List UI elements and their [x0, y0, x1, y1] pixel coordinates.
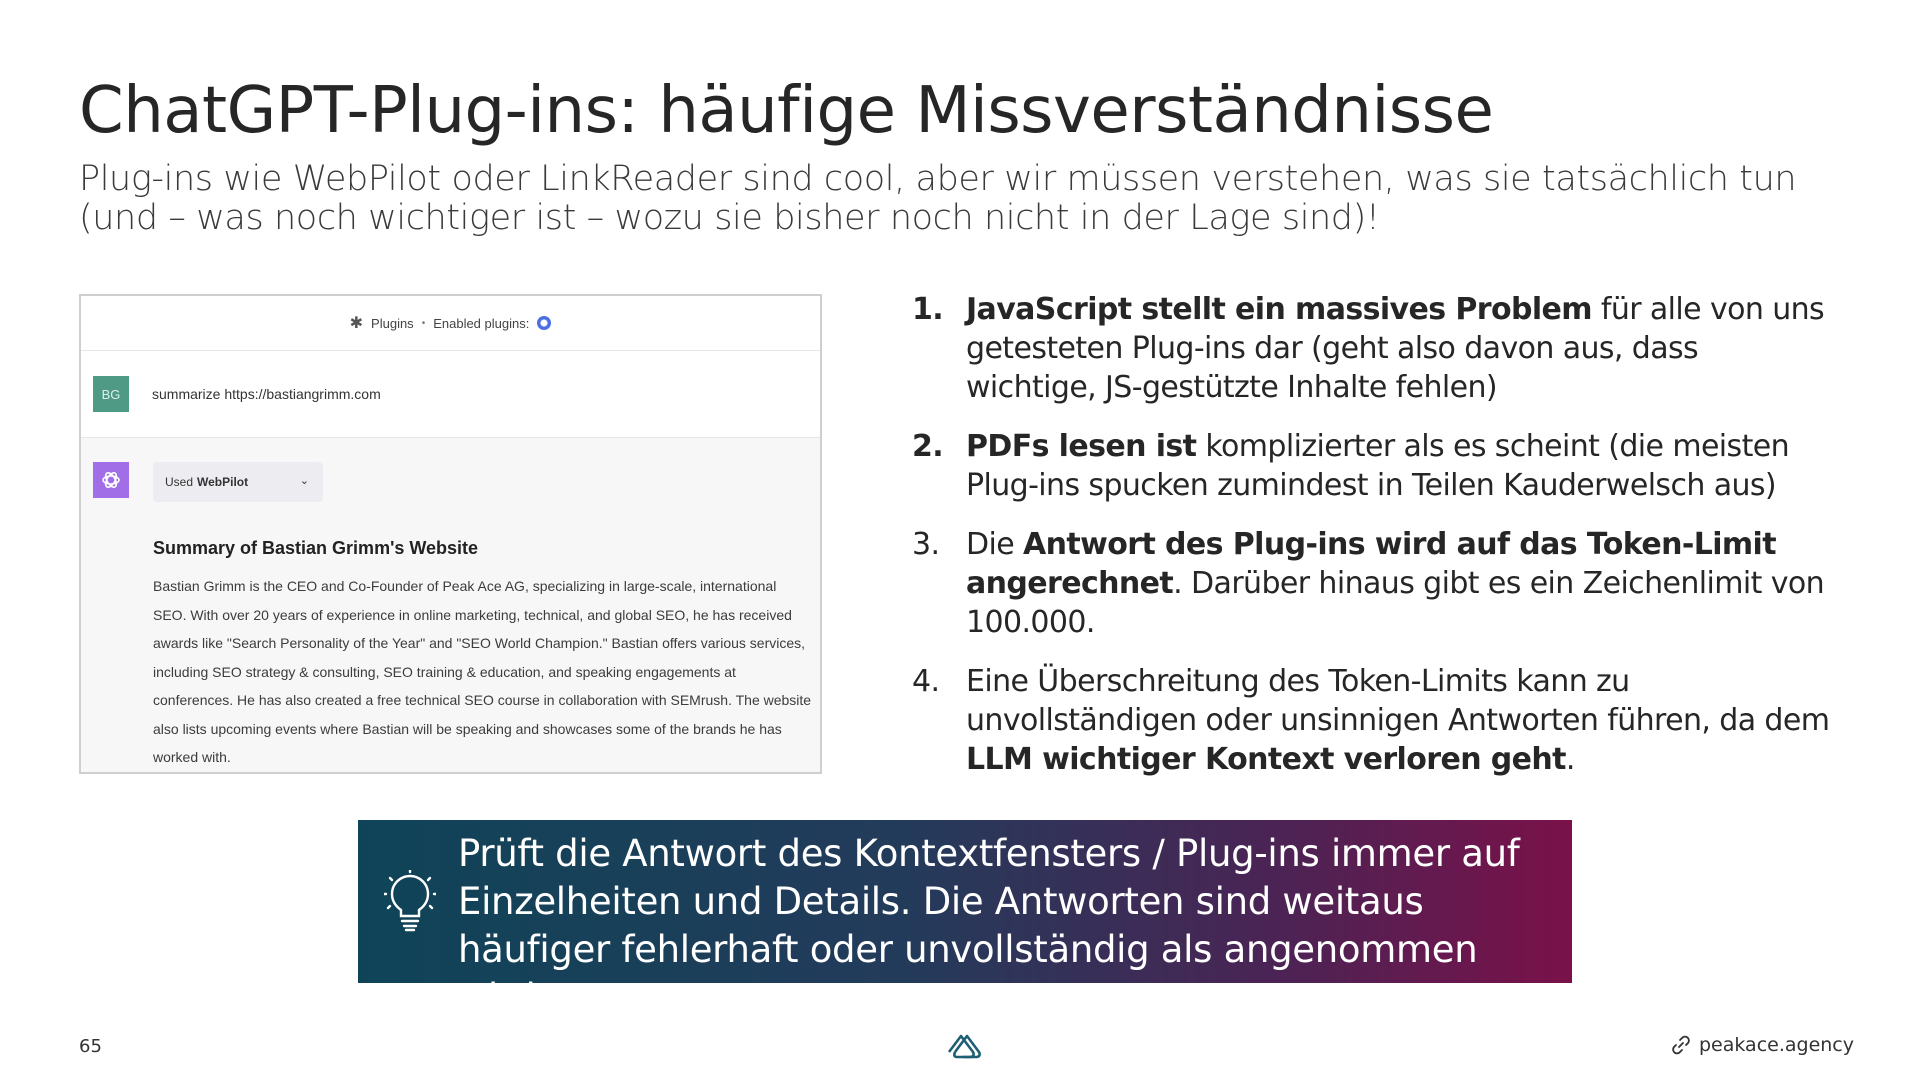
user-message: summarize https://bastiangrimm.com [152, 386, 381, 402]
user-avatar: BG [93, 376, 129, 412]
item-text-post: . [1565, 742, 1575, 777]
item-number: 3. [912, 527, 940, 562]
plugins-bar [81, 296, 820, 351]
link-icon [1671, 1035, 1691, 1055]
tip-callout [358, 820, 1572, 1019]
website-link[interactable] [1671, 1034, 1854, 1056]
puzzle-icon: ✱ [349, 315, 364, 332]
enabled-plugins-label: Enabled plugins: [433, 315, 530, 331]
page-number: 65 [79, 1036, 102, 1057]
webpilot-plugin-icon [537, 316, 551, 330]
assistant-message-row [81, 438, 820, 774]
peakace-logo-icon [946, 1030, 982, 1060]
item-bold-text: JavaScript stellt ein massives Problem [966, 292, 1592, 327]
chevron-down-icon: ⌄ [299, 475, 309, 487]
list-item [912, 290, 1832, 407]
item-number: 4. [912, 664, 940, 699]
summary-title: Summary of Bastian Grimm's Website [153, 538, 479, 558]
website-link-text: peakace.agency [1698, 1034, 1854, 1056]
user-message-row [81, 351, 820, 438]
item-text-post: . Darüber hinaus gibt es ein Zeichenlimit von 100.000. [966, 566, 1825, 640]
callout-text: Prüft die Antwort des Kontextfensters / Plug-ins immer auf Einzelheiten und Details. Die Antworten sind weitaus häufiger fehlerhaft oder unvollständig als angenommen wird. [458, 832, 1520, 1019]
item-bold-text: LLM wichtiger Kontext verloren geht [966, 742, 1566, 777]
item-number: 2. [912, 429, 944, 464]
item-bold-text: PDFs lesen ist [966, 429, 1197, 464]
item-number: 1. [912, 292, 944, 327]
summary-body: Bastian Grimm is the CEO and Co-Founder of Peak Ace AG, specializing in large-scale, international SEO. With over 20 years of experience in online marketing, technical, and global SEO, he has received awards like "Search Personality of the Year" and "SEO World Champion." Bastian offers various services, including SEO strategy & consulting, SEO training & education, and speaking engagements at conferences. He has also created a free technical SEO course in collaboration with SEMrush. The website also lists upcoming events where Bastian will be speaking and showcases some of the brands he has worked with. [153, 578, 812, 765]
slide-title: ChatGPT-Plug-ins: häufige Missverständnisse [79, 74, 1494, 148]
points-list [912, 290, 1832, 799]
item-text-pre: Eine Überschreitung des Token-Limits kann zu unvollständigen oder unsinnigen Antworten führen, da dem [966, 664, 1830, 738]
list-item [912, 525, 1832, 642]
used-plugin-name: WebPilot [197, 475, 249, 489]
chatgpt-screenshot [79, 294, 822, 774]
item-text: für alle von uns getesteten Plug-ins dar (geht also davon aus, dass wichtige, JS-gestützte Inhalte fehlen) [966, 292, 1825, 405]
used-plugin-dropdown[interactable] [153, 462, 323, 502]
used-label: Used [165, 475, 194, 489]
item-text-pre: Die [966, 527, 1024, 562]
openai-icon [99, 468, 123, 492]
list-item [912, 662, 1832, 779]
lightbulb-icon [384, 870, 436, 934]
chatgpt-logo-icon [93, 462, 129, 498]
item-text: komplizierter als es scheint (die meisten Plug-ins spucken zumindest in Teilen Kauderwelsch aus) [966, 429, 1790, 503]
slide-subtitle: Plug-ins wie WebPilot oder LinkReader sind cool, aber wir müssen verstehen, was sie tatsächlich tun (und – was noch wichtiger ist – wozu sie bisher noch nicht in der Lage sind)! [79, 159, 1797, 238]
item-bold-text: Antwort des Plug-ins wird auf das Token-Limit angerechnet [966, 527, 1776, 601]
separator-dot: • [421, 317, 426, 329]
plugins-label: Plugins [371, 315, 414, 331]
list-item [912, 427, 1832, 505]
